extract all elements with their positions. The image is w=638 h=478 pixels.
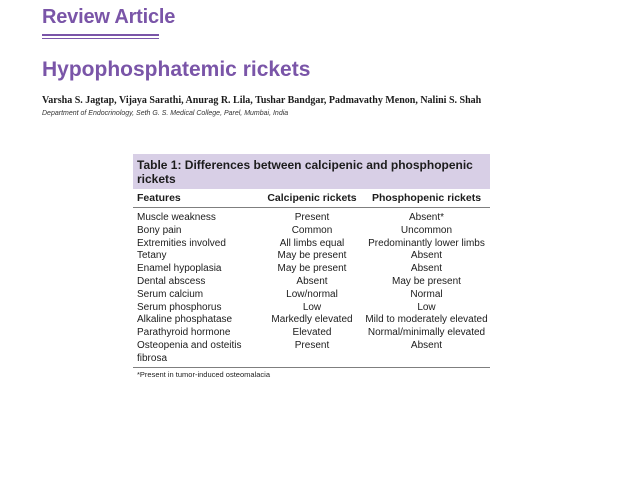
table-row	[133, 302, 490, 315]
cell-feature: Parathyroid hormone	[137, 327, 231, 339]
cell-feature: Tetany	[137, 250, 167, 262]
cell-calcipenic: Markedly elevated	[271, 314, 353, 326]
table-row	[133, 340, 490, 366]
author-list: Varsha S. Jagtap, Vijaya Sarathi, Anurag R. Lila, Tushar Bandgar, Padmavathy Menon, Nalini S. Shah	[42, 95, 482, 106]
table-row	[133, 289, 490, 302]
cell-feature: Osteopenia and osteitis fibrosa	[137, 339, 242, 364]
cell-feature: Serum phosphorus	[137, 301, 222, 313]
table-row	[133, 238, 490, 251]
header-calcipenic: Calcipenic rickets	[267, 192, 357, 204]
cell-calcipenic: Common	[291, 224, 333, 236]
cell-calcipenic: May be present	[277, 250, 347, 262]
table-row	[133, 250, 490, 263]
table-row	[133, 225, 490, 238]
cell-calcipenic: May be present	[277, 263, 347, 275]
cell-feature: Extremities involved	[137, 237, 226, 249]
cell-phosphopenic: Absent	[410, 263, 443, 275]
cell-phosphopenic: May be present	[392, 275, 461, 287]
cell-feature: Dental abscess	[137, 275, 206, 287]
table-footnote: *Present in tumor-induced osteomalacia	[137, 369, 270, 379]
header-phosphopenic: Phosphopenic rickets	[371, 192, 482, 204]
cell-phosphopenic: Absent	[410, 250, 443, 262]
table-caption: Table 1: Differences between calcipenic and phosphopenic rickets	[133, 154, 490, 189]
cell-feature: Enamel hypoplasia	[137, 263, 222, 275]
cell-calcipenic: All limbs equal	[279, 237, 345, 249]
cell-phosphopenic: Predominantly lower limbs	[368, 237, 485, 249]
table-row	[133, 327, 490, 340]
section-label-rule-thick	[42, 34, 159, 36]
table-row	[133, 276, 490, 289]
cell-phosphopenic: Normal	[410, 288, 443, 300]
header-features: Features	[137, 192, 181, 204]
cell-calcipenic: Elevated	[292, 327, 332, 339]
cell-calcipenic: Low/normal	[286, 288, 338, 300]
cell-feature: Serum calcium	[137, 288, 204, 300]
cell-phosphopenic: Normal/minimally elevated	[367, 327, 486, 339]
comparison-table	[133, 154, 490, 379]
article-title: Hypophosphatemic rickets	[42, 58, 311, 81]
cell-phosphopenic: Absent	[410, 339, 443, 351]
cell-calcipenic: Present	[294, 339, 330, 351]
cell-phosphopenic: Absent*	[408, 212, 445, 223]
section-label-rule-thin	[42, 38, 159, 39]
cell-feature: Bony pain	[137, 224, 182, 236]
cell-feature: Alkaline phosphatase	[137, 314, 233, 326]
table-body	[133, 208, 490, 368]
cell-feature: Muscle weakness	[137, 212, 216, 223]
cell-phosphopenic: Mild to moderately elevated	[365, 314, 488, 326]
table-row	[133, 314, 490, 327]
cell-calcipenic: Present	[294, 212, 330, 223]
table-header-row	[133, 189, 490, 208]
table-row	[133, 212, 490, 225]
section-label: Review Article	[42, 6, 176, 28]
cell-phosphopenic: Uncommon	[400, 224, 453, 236]
table-row	[133, 263, 490, 276]
affiliation: Department of Endocrinology, Seth G. S. Medical College, Parel, Mumbai, India	[42, 110, 289, 117]
cell-phosphopenic: Low	[417, 301, 436, 313]
cell-calcipenic: Absent	[296, 275, 328, 287]
cell-calcipenic: Low	[302, 301, 322, 313]
